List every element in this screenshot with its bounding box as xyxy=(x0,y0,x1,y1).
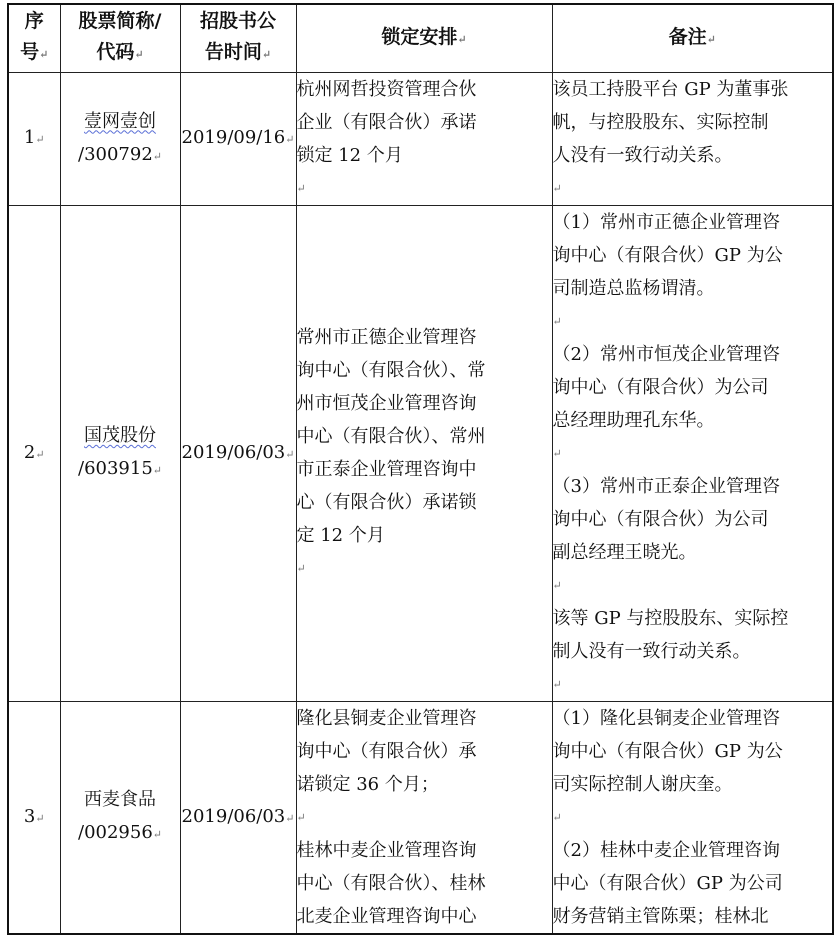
row-seq-value: 3 xyxy=(23,805,36,827)
row-date: 2019/09/16↵ xyxy=(180,72,296,205)
note-line: 帆，与控股股东、实际控制 xyxy=(552,111,769,133)
table-row xyxy=(8,72,833,205)
note-line: 财务营销主管陈栗；桂林北 xyxy=(552,905,769,927)
row-note: （1）隆化县铜麦企业管理咨 询中心（有限合伙）GP 为公 司实际控制人谢庆奎。 ↵ （2）桂林中麦企业管理咨询 中心（有限合伙）GP 为公司 财务营销主管陈栗；桂林北 xyxy=(552,701,833,934)
lock-line: 锁定 12 个月 xyxy=(296,144,403,166)
row-stock-code: /603915 xyxy=(78,458,153,479)
table-row xyxy=(8,701,833,934)
header-stock: 股票简称/ 代码↵ xyxy=(60,4,180,72)
row-seq: 2↵ xyxy=(8,205,60,701)
row-stock-name: 壹网壹创 xyxy=(84,110,156,132)
header-date-line2: 告时间 xyxy=(204,41,262,64)
row-stock-code: /002956 xyxy=(78,822,153,843)
row-lock: 隆化县铜麦企业管理咨 询中心（有限合伙）承 诺锁定 36 个月； ↵ 桂林中麦企业管理咨询 中心（有限合伙）、桂林 北麦企业管理咨询中心 xyxy=(296,701,552,934)
note-line: 询中心（有限合伙）为公司 xyxy=(552,508,769,530)
row-note: 该员工持股平台 GP 为董事张 帆，与控股股东、实际控制 人没有一致行动关系。 ↵ xyxy=(552,72,833,205)
note-line: 询中心（有限合伙）为公司 xyxy=(552,376,769,398)
lock-line: 询中心（有限合伙）、常 xyxy=(296,360,486,381)
header-date: 招股书公 告时间↵ xyxy=(180,4,296,72)
note-line: 司实际控制人谢庆奎。 xyxy=(552,773,733,795)
row-date: 2019/06/03↵ xyxy=(180,205,296,701)
note-line: （2）桂林中麦企业管理咨询 xyxy=(552,839,780,861)
lock-line: 企业（有限合伙）承诺 xyxy=(296,111,477,133)
note-line: 询中心（有限合伙）GP 为公 xyxy=(552,244,783,266)
row-stock-code: /300792 xyxy=(78,143,153,165)
lock-line: 北麦企业管理咨询中心 xyxy=(296,905,477,927)
lockup-table xyxy=(7,3,834,935)
note-line: 该员工持股平台 GP 为董事张 xyxy=(552,78,789,100)
note-line: 制人没有一致行动关系。 xyxy=(552,640,751,662)
lock-line: 中心（有限合伙）、桂林 xyxy=(296,872,486,894)
header-stock-line1: 股票简称/ xyxy=(78,10,162,33)
lock-line: 定 12 个月 xyxy=(296,525,385,546)
header-seq-line1: 序 xyxy=(24,10,44,33)
lock-line: 诺锁定 36 个月； xyxy=(296,773,439,795)
lock-line: 州市恒茂企业管理咨询 xyxy=(296,393,477,414)
table-row xyxy=(8,205,833,701)
lock-line: 市正泰企业管理咨询中 xyxy=(296,459,477,480)
row-date: 2019/06/03↵ xyxy=(180,701,296,934)
note-line: 人没有一致行动关系。 xyxy=(552,144,733,166)
lock-line: 询中心（有限合伙）承 xyxy=(296,740,477,762)
header-seq: 序 号↵ xyxy=(8,4,60,72)
row-lock: 常州市正德企业管理咨 询中心（有限合伙）、常 州市恒茂企业管理咨询 中心（有限合伙）、常州 市正泰企业管理咨询中 心（有限合伙）承诺锁 定 12 个月 ↵ xyxy=(296,205,552,701)
table-header-row xyxy=(8,4,833,72)
row-stock: 西麦食品 /002956↵ xyxy=(60,701,180,934)
note-line: 副总经理王晓光。 xyxy=(552,541,697,563)
note-line: （2）常州市恒茂企业管理咨 xyxy=(552,343,780,365)
note-line: 总经理助理孔东华。 xyxy=(552,409,715,431)
lock-line: 心（有限合伙）承诺锁 xyxy=(296,492,477,513)
note-line: 司制造总监杨谓清。 xyxy=(552,277,715,299)
row-date-value: 2019/06/03 xyxy=(181,441,286,463)
note-line: 询中心（有限合伙）GP 为公 xyxy=(552,740,783,762)
row-note: （1）常州市正德企业管理咨 询中心（有限合伙）GP 为公 司制造总监杨谓清。 ↵ （2）常州市恒茂企业管理咨 询中心（有限合伙）为公司 总经理助理孔东华。 ↵ （3）常州市正泰企业管理咨 询中心（有限合伙）为公司 副总经理王晓光。 ↵ 该等 GP 与控股股东、实际控 制人没有一致行动关系。 ↵ xyxy=(552,205,833,701)
header-note-label: 备注 xyxy=(668,25,707,48)
lock-line: 桂林中麦企业管理咨询 xyxy=(296,839,477,861)
lock-line: 中心（有限合伙）、常州 xyxy=(296,426,486,447)
row-stock: 壹网壹创 /300792↵ xyxy=(60,72,180,205)
lock-line: 隆化县铜麦企业管理咨 xyxy=(296,707,477,729)
row-date-value: 2019/06/03 xyxy=(181,805,286,827)
row-lock: 杭州网哲投资管理合伙 企业（有限合伙）承诺 锁定 12 个月 ↵ xyxy=(296,72,552,205)
row-seq: 1↵ xyxy=(8,72,60,205)
header-stock-line2: 代码 xyxy=(96,41,135,64)
header-lock-label: 锁定安排 xyxy=(381,25,458,48)
lock-line: 杭州网哲投资管理合伙 xyxy=(296,78,477,100)
note-line: （1）隆化县铜麦企业管理咨 xyxy=(552,707,780,729)
row-seq: 3↵ xyxy=(8,701,60,934)
header-lock: 锁定安排↵ xyxy=(296,4,552,72)
note-line: 中心（有限合伙）GP 为公司 xyxy=(552,872,783,894)
note-line: 该等 GP 与控股股东、实际控 xyxy=(552,607,789,629)
note-line: （3）常州市正泰企业管理咨 xyxy=(552,475,780,497)
lock-line: 常州市正德企业管理咨 xyxy=(296,327,477,348)
row-stock-name: 西麦食品 xyxy=(84,789,156,810)
header-date-line1: 招股书公 xyxy=(199,10,276,33)
row-seq-value: 1 xyxy=(23,127,36,148)
row-stock: 国茂股份 /603915↵ xyxy=(60,205,180,701)
header-seq-line2: 号 xyxy=(20,41,40,64)
header-note: 备注↵ xyxy=(552,4,833,72)
row-seq-value: 2 xyxy=(23,441,36,463)
row-stock-name: 国茂股份 xyxy=(84,425,156,446)
note-line: （1）常州市正德企业管理咨 xyxy=(552,211,780,233)
row-date-value: 2019/09/16 xyxy=(181,127,286,148)
